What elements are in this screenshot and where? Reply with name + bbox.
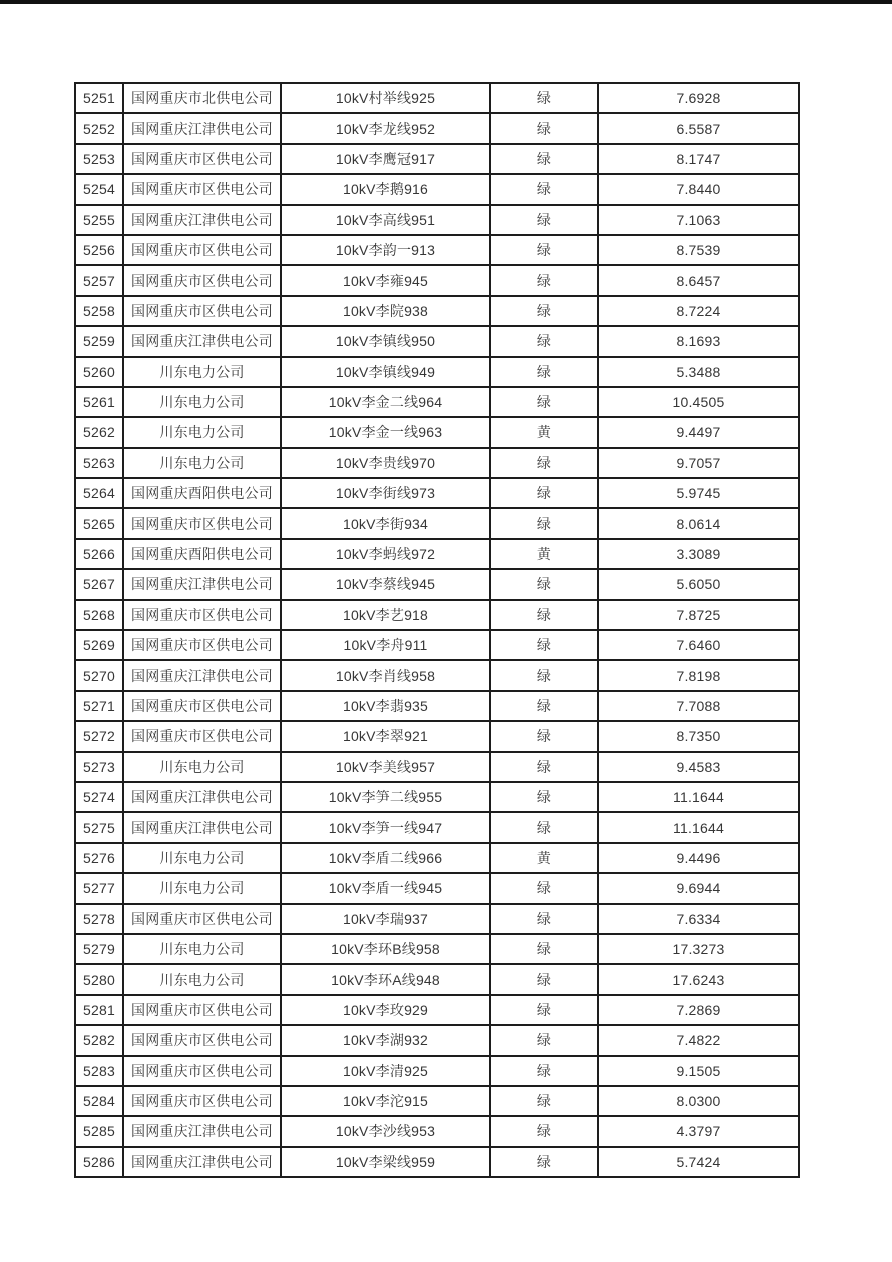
value-cell: 8.0614 — [598, 508, 799, 538]
status-cell: 绿 — [490, 144, 598, 174]
value-cell: 8.1747 — [598, 144, 799, 174]
status-cell: 绿 — [490, 600, 598, 630]
table-row — [75, 113, 799, 143]
row-index-cell: 5256 — [75, 235, 123, 265]
company-cell: 国网重庆江津供电公司 — [123, 812, 281, 842]
line-name-cell: 10kV李蚂线972 — [281, 539, 490, 569]
line-name-cell: 10kV李鹰冠917 — [281, 144, 490, 174]
table-row — [75, 752, 799, 782]
row-index-cell: 5265 — [75, 508, 123, 538]
value-cell: 7.4822 — [598, 1025, 799, 1055]
status-cell: 绿 — [490, 904, 598, 934]
company-cell: 国网重庆江津供电公司 — [123, 326, 281, 356]
company-cell: 国网重庆市区供电公司 — [123, 995, 281, 1025]
line-name-cell: 10kV李龙线952 — [281, 113, 490, 143]
row-index-cell: 5261 — [75, 387, 123, 417]
line-name-cell: 10kV李金二线964 — [281, 387, 490, 417]
value-cell: 3.3089 — [598, 539, 799, 569]
status-cell: 黄 — [490, 539, 598, 569]
status-cell: 绿 — [490, 1147, 598, 1177]
company-cell: 国网重庆市北供电公司 — [123, 83, 281, 113]
table-row — [75, 934, 799, 964]
table-row — [75, 1025, 799, 1055]
table-row — [75, 995, 799, 1025]
table-row — [75, 205, 799, 235]
line-name-cell: 10kV李韵一913 — [281, 235, 490, 265]
table-row — [75, 569, 799, 599]
row-index-cell: 5280 — [75, 964, 123, 994]
company-cell: 国网重庆市区供电公司 — [123, 1086, 281, 1116]
status-cell: 绿 — [490, 265, 598, 295]
table-row — [75, 964, 799, 994]
table-row — [75, 904, 799, 934]
value-cell: 9.4496 — [598, 843, 799, 873]
value-cell: 7.6460 — [598, 630, 799, 660]
table-row — [75, 417, 799, 447]
company-cell: 川东电力公司 — [123, 357, 281, 387]
value-cell: 8.7350 — [598, 721, 799, 751]
row-index-cell: 5264 — [75, 478, 123, 508]
status-cell: 绿 — [490, 326, 598, 356]
table-row — [75, 296, 799, 326]
table-row — [75, 83, 799, 113]
row-index-cell: 5262 — [75, 417, 123, 447]
company-cell: 国网重庆市区供电公司 — [123, 144, 281, 174]
line-name-cell: 10kV李鹅916 — [281, 174, 490, 204]
value-cell: 5.3488 — [598, 357, 799, 387]
line-name-cell: 10kV李环A线948 — [281, 964, 490, 994]
value-cell: 9.7057 — [598, 448, 799, 478]
table-row — [75, 539, 799, 569]
status-cell: 绿 — [490, 964, 598, 994]
company-cell: 川东电力公司 — [123, 934, 281, 964]
company-cell: 国网重庆市区供电公司 — [123, 1056, 281, 1086]
table-row — [75, 843, 799, 873]
row-index-cell: 5273 — [75, 752, 123, 782]
value-cell: 8.1693 — [598, 326, 799, 356]
company-cell: 国网重庆江津供电公司 — [123, 569, 281, 599]
line-name-cell: 10kV李街线973 — [281, 478, 490, 508]
row-index-cell: 5266 — [75, 539, 123, 569]
value-cell: 7.2869 — [598, 995, 799, 1025]
value-cell: 7.8725 — [598, 600, 799, 630]
company-cell: 国网重庆江津供电公司 — [123, 1147, 281, 1177]
row-index-cell: 5276 — [75, 843, 123, 873]
table-row — [75, 326, 799, 356]
value-cell: 5.6050 — [598, 569, 799, 599]
company-cell: 国网重庆江津供电公司 — [123, 205, 281, 235]
value-cell: 9.4583 — [598, 752, 799, 782]
company-cell: 川东电力公司 — [123, 843, 281, 873]
status-cell: 绿 — [490, 478, 598, 508]
value-cell: 7.7088 — [598, 691, 799, 721]
value-cell: 7.1063 — [598, 205, 799, 235]
row-index-cell: 5285 — [75, 1116, 123, 1146]
status-cell: 绿 — [490, 812, 598, 842]
table-row — [75, 357, 799, 387]
power-line-table — [74, 82, 800, 1178]
line-name-cell: 10kV李肖线958 — [281, 660, 490, 690]
status-cell: 绿 — [490, 387, 598, 417]
line-name-cell: 10kV李贵线970 — [281, 448, 490, 478]
line-name-cell: 10kV李湖932 — [281, 1025, 490, 1055]
company-cell: 国网重庆市区供电公司 — [123, 691, 281, 721]
line-name-cell: 10kV李高线951 — [281, 205, 490, 235]
row-index-cell: 5251 — [75, 83, 123, 113]
company-cell: 川东电力公司 — [123, 964, 281, 994]
row-index-cell: 5253 — [75, 144, 123, 174]
status-cell: 绿 — [490, 1056, 598, 1086]
company-cell: 国网重庆市区供电公司 — [123, 265, 281, 295]
row-index-cell: 5263 — [75, 448, 123, 478]
company-cell: 川东电力公司 — [123, 448, 281, 478]
row-index-cell: 5283 — [75, 1056, 123, 1086]
status-cell: 绿 — [490, 1086, 598, 1116]
status-cell: 绿 — [490, 660, 598, 690]
company-cell: 国网重庆市区供电公司 — [123, 600, 281, 630]
value-cell: 5.9745 — [598, 478, 799, 508]
table-row — [75, 873, 799, 903]
line-name-cell: 10kV李梁线959 — [281, 1147, 490, 1177]
table-row — [75, 782, 799, 812]
value-cell: 7.6928 — [598, 83, 799, 113]
value-cell: 7.6334 — [598, 904, 799, 934]
status-cell: 绿 — [490, 721, 598, 751]
company-cell: 国网重庆江津供电公司 — [123, 660, 281, 690]
line-name-cell: 10kV李玫929 — [281, 995, 490, 1025]
row-index-cell: 5268 — [75, 600, 123, 630]
line-name-cell: 10kV村举线925 — [281, 83, 490, 113]
status-cell: 绿 — [490, 113, 598, 143]
row-index-cell: 5258 — [75, 296, 123, 326]
row-index-cell: 5275 — [75, 812, 123, 842]
table-row — [75, 630, 799, 660]
line-name-cell: 10kV李盾一线945 — [281, 873, 490, 903]
row-index-cell: 5278 — [75, 904, 123, 934]
line-name-cell: 10kV李笋二线955 — [281, 782, 490, 812]
status-cell: 黄 — [490, 417, 598, 447]
line-name-cell: 10kV李街934 — [281, 508, 490, 538]
line-name-cell: 10kV李镇线950 — [281, 326, 490, 356]
table-body — [75, 83, 799, 1177]
row-index-cell: 5281 — [75, 995, 123, 1025]
line-name-cell: 10kV李翠921 — [281, 721, 490, 751]
row-index-cell: 5270 — [75, 660, 123, 690]
line-name-cell: 10kV李美线957 — [281, 752, 490, 782]
table-row — [75, 174, 799, 204]
table-row — [75, 1147, 799, 1177]
status-cell: 绿 — [490, 569, 598, 599]
status-cell: 绿 — [490, 357, 598, 387]
page-top-rule — [0, 0, 892, 4]
row-index-cell: 5254 — [75, 174, 123, 204]
company-cell: 川东电力公司 — [123, 387, 281, 417]
table-row — [75, 1116, 799, 1146]
line-name-cell: 10kV李盾二线966 — [281, 843, 490, 873]
company-cell: 国网重庆江津供电公司 — [123, 782, 281, 812]
value-cell: 6.5587 — [598, 113, 799, 143]
company-cell: 川东电力公司 — [123, 873, 281, 903]
row-index-cell: 5271 — [75, 691, 123, 721]
line-name-cell: 10kV李镇线949 — [281, 357, 490, 387]
row-index-cell: 5260 — [75, 357, 123, 387]
value-cell: 17.3273 — [598, 934, 799, 964]
company-cell: 国网重庆市区供电公司 — [123, 235, 281, 265]
status-cell: 绿 — [490, 873, 598, 903]
status-cell: 绿 — [490, 83, 598, 113]
line-name-cell: 10kV李沱915 — [281, 1086, 490, 1116]
line-name-cell: 10kV李艺918 — [281, 600, 490, 630]
line-name-cell: 10kV李舟911 — [281, 630, 490, 660]
row-index-cell: 5282 — [75, 1025, 123, 1055]
value-cell: 11.1644 — [598, 782, 799, 812]
value-cell: 5.7424 — [598, 1147, 799, 1177]
value-cell: 11.1644 — [598, 812, 799, 842]
table-row — [75, 600, 799, 630]
company-cell: 川东电力公司 — [123, 752, 281, 782]
value-cell: 4.3797 — [598, 1116, 799, 1146]
table-row — [75, 691, 799, 721]
line-name-cell: 10kV李清925 — [281, 1056, 490, 1086]
row-index-cell: 5284 — [75, 1086, 123, 1116]
line-name-cell: 10kV李沙线953 — [281, 1116, 490, 1146]
status-cell: 绿 — [490, 174, 598, 204]
table-row — [75, 1086, 799, 1116]
company-cell: 国网重庆江津供电公司 — [123, 1116, 281, 1146]
value-cell: 8.7224 — [598, 296, 799, 326]
line-name-cell: 10kV李瑞937 — [281, 904, 490, 934]
status-cell: 绿 — [490, 782, 598, 812]
company-cell: 国网重庆市区供电公司 — [123, 174, 281, 204]
row-index-cell: 5277 — [75, 873, 123, 903]
line-name-cell: 10kV李院938 — [281, 296, 490, 326]
status-cell: 绿 — [490, 508, 598, 538]
status-cell: 绿 — [490, 205, 598, 235]
value-cell: 9.6944 — [598, 873, 799, 903]
value-cell: 10.4505 — [598, 387, 799, 417]
company-cell: 国网重庆市区供电公司 — [123, 630, 281, 660]
table-row — [75, 265, 799, 295]
status-cell: 绿 — [490, 691, 598, 721]
row-index-cell: 5257 — [75, 265, 123, 295]
value-cell: 9.4497 — [598, 417, 799, 447]
row-index-cell: 5269 — [75, 630, 123, 660]
company-cell: 国网重庆市区供电公司 — [123, 904, 281, 934]
value-cell: 8.0300 — [598, 1086, 799, 1116]
status-cell: 绿 — [490, 235, 598, 265]
value-cell: 8.7539 — [598, 235, 799, 265]
table-row — [75, 721, 799, 751]
table-row — [75, 1056, 799, 1086]
company-cell: 国网重庆酉阳供电公司 — [123, 539, 281, 569]
company-cell: 国网重庆市区供电公司 — [123, 1025, 281, 1055]
table-row — [75, 448, 799, 478]
line-name-cell: 10kV李笋一线947 — [281, 812, 490, 842]
company-cell: 国网重庆酉阳供电公司 — [123, 478, 281, 508]
row-index-cell: 5267 — [75, 569, 123, 599]
line-name-cell: 10kV李环B线958 — [281, 934, 490, 964]
value-cell: 7.8198 — [598, 660, 799, 690]
company-cell: 国网重庆江津供电公司 — [123, 113, 281, 143]
table-row — [75, 478, 799, 508]
row-index-cell: 5279 — [75, 934, 123, 964]
line-name-cell: 10kV李雍945 — [281, 265, 490, 295]
status-cell: 绿 — [490, 448, 598, 478]
status-cell: 绿 — [490, 752, 598, 782]
line-name-cell: 10kV李蔡线945 — [281, 569, 490, 599]
row-index-cell: 5259 — [75, 326, 123, 356]
row-index-cell: 5255 — [75, 205, 123, 235]
status-cell: 黄 — [490, 843, 598, 873]
company-cell: 国网重庆市区供电公司 — [123, 508, 281, 538]
status-cell: 绿 — [490, 630, 598, 660]
status-cell: 绿 — [490, 296, 598, 326]
table-row — [75, 235, 799, 265]
status-cell: 绿 — [490, 1025, 598, 1055]
line-name-cell: 10kV李翡935 — [281, 691, 490, 721]
value-cell: 17.6243 — [598, 964, 799, 994]
status-cell: 绿 — [490, 995, 598, 1025]
status-cell: 绿 — [490, 1116, 598, 1146]
table-row — [75, 387, 799, 417]
table-row — [75, 508, 799, 538]
value-cell: 7.8440 — [598, 174, 799, 204]
row-index-cell: 5272 — [75, 721, 123, 751]
table-row — [75, 812, 799, 842]
company-cell: 国网重庆市区供电公司 — [123, 721, 281, 751]
value-cell: 8.6457 — [598, 265, 799, 295]
row-index-cell: 5252 — [75, 113, 123, 143]
company-cell: 川东电力公司 — [123, 417, 281, 447]
row-index-cell: 5274 — [75, 782, 123, 812]
value-cell: 9.1505 — [598, 1056, 799, 1086]
status-cell: 绿 — [490, 934, 598, 964]
table-row — [75, 660, 799, 690]
row-index-cell: 5286 — [75, 1147, 123, 1177]
table-row — [75, 144, 799, 174]
line-name-cell: 10kV李金一线963 — [281, 417, 490, 447]
company-cell: 国网重庆市区供电公司 — [123, 296, 281, 326]
